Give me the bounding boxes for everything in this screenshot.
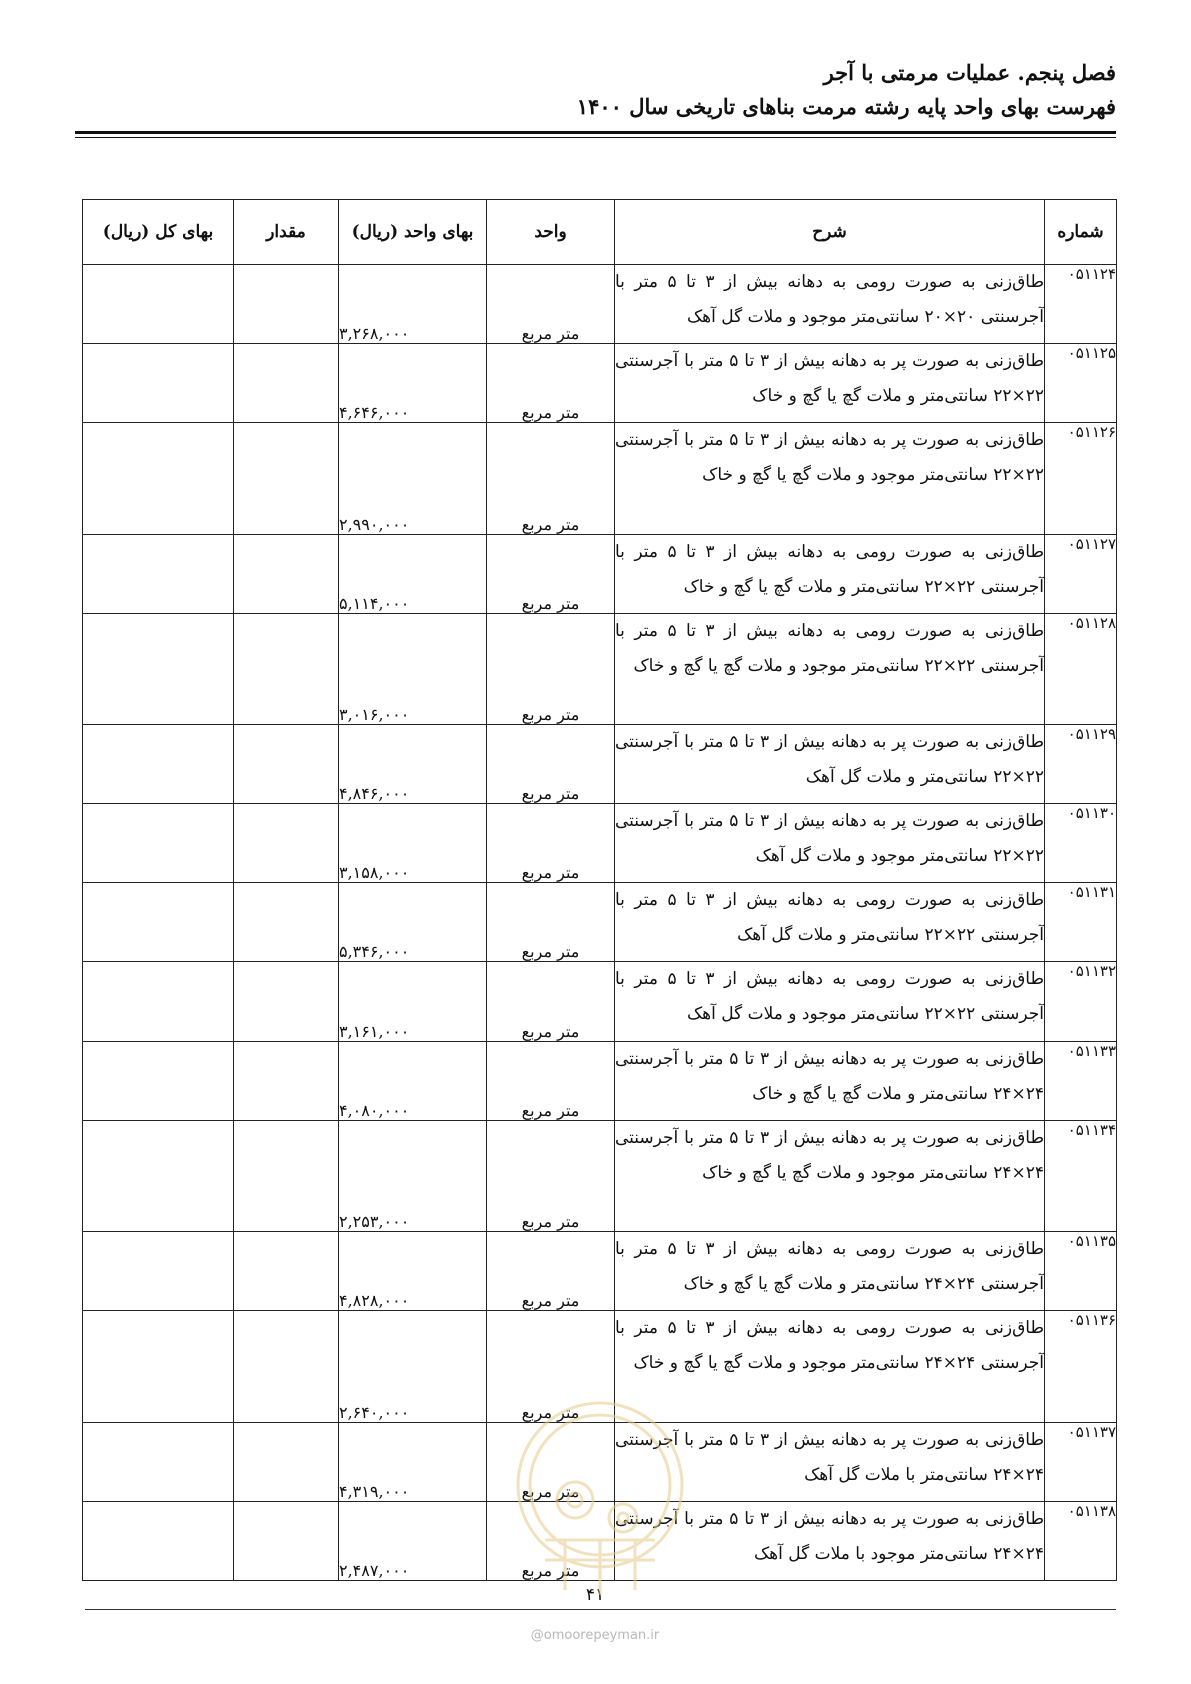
item-total-price [83, 804, 234, 883]
item-unit: متر مربع [487, 423, 615, 535]
item-quantity [234, 804, 339, 883]
header-rule-thin [75, 137, 1116, 138]
item-unit: متر مربع [487, 725, 615, 804]
item-quantity [234, 1311, 339, 1423]
item-unit-price: ۴,۸۲۸,۰۰۰ [339, 1232, 487, 1311]
item-code: ۰۵۱۱۳۶ [1045, 1311, 1117, 1423]
header-rule-thick [75, 131, 1116, 134]
item-code: ۰۵۱۱۲۴ [1045, 265, 1117, 344]
table-header-row [83, 200, 1117, 265]
item-unit-price: ۵,۱۱۴,۰۰۰ [339, 534, 487, 613]
item-unit-price: ۳,۱۶۱,۰۰۰ [339, 962, 487, 1041]
item-description: طاق‌زنی به صورت پر به دهانه بیش از ۳ تا ۵ متر با آجرسنتی ۲۴×۲۴ سانتی‌متر موجود با ملات گل آهک [615, 1501, 1045, 1580]
item-unit: متر مربع [487, 1120, 615, 1232]
table-body [83, 265, 1117, 1581]
item-description: طاق‌زنی به صورت رومی به دهانه بیش از ۳ تا ۵ متر با آجرسنتی ۲۲×۲۲ سانتی‌متر موجود و ملات گچ یا گچ و خاک [615, 613, 1045, 725]
chapter-title: فصل پنجم. عملیات مرمتی با آجر [823, 60, 1116, 85]
item-unit-price: ۳,۰۱۶,۰۰۰ [339, 613, 487, 725]
item-quantity [234, 1232, 339, 1311]
item-total-price [83, 1041, 234, 1120]
table-row [83, 534, 1117, 613]
item-unit: متر مربع [487, 1422, 615, 1501]
item-unit-price: ۲,۲۵۳,۰۰۰ [339, 1120, 487, 1232]
item-unit-price: ۵,۳۴۶,۰۰۰ [339, 883, 487, 962]
item-unit: متر مربع [487, 344, 615, 423]
table-row [83, 423, 1117, 535]
item-unit-price: ۴,۳۱۹,۰۰۰ [339, 1422, 487, 1501]
item-total-price [83, 265, 234, 344]
item-code: ۰۵۱۱۲۸ [1045, 613, 1117, 725]
table-row [83, 613, 1117, 725]
item-description: طاق‌زنی به صورت پر به دهانه بیش از ۳ تا ۵ متر با آجرسنتی ۲۲×۲۲ سانتی‌متر و ملات گل آهک [615, 725, 1045, 804]
item-description: طاق‌زنی به صورت رومی به دهانه بیش از ۳ تا ۵ متر با آجرسنتی ۲۲×۲۲ سانتی‌متر و ملات گچ یا گچ و خاک [615, 534, 1045, 613]
item-code: ۰۵۱۱۳۱ [1045, 883, 1117, 962]
item-unit: متر مربع [487, 613, 615, 725]
item-unit: متر مربع [487, 265, 615, 344]
item-total-price [83, 1422, 234, 1501]
header-unit-price: بهای واحد (ریال) [339, 200, 487, 265]
item-unit: متر مربع [487, 1501, 615, 1580]
table-row [83, 804, 1117, 883]
item-description: طاق‌زنی به صورت پر به دهانه بیش از ۳ تا ۵ متر با آجرسنتی ۲۴×۲۴ سانتی‌متر با ملات گل آهک [615, 1422, 1045, 1501]
item-code: ۰۵۱۱۲۵ [1045, 344, 1117, 423]
item-total-price [83, 613, 234, 725]
item-quantity [234, 534, 339, 613]
item-quantity [234, 883, 339, 962]
item-unit: متر مربع [487, 1232, 615, 1311]
item-unit-price: ۳,۱۵۸,۰۰۰ [339, 804, 487, 883]
item-quantity [234, 423, 339, 535]
item-unit: متر مربع [487, 962, 615, 1041]
item-description: طاق‌زنی به صورت رومی به دهانه بیش از ۳ تا ۵ متر با آجرسنتی ۲۰×۲۰ سانتی‌متر موجود و ملات گل آهک [615, 265, 1045, 344]
header-total-price: بهای کل (ریال) [83, 200, 234, 265]
item-description: طاق‌زنی به صورت رومی به دهانه بیش از ۳ تا ۵ متر با آجرسنتی ۲۲×۲۲ سانتی‌متر و ملات گل آهک [615, 883, 1045, 962]
watermark-website: @omoorepeyman.ir [530, 1628, 660, 1643]
item-unit-price: ۴,۰۸۰,۰۰۰ [339, 1041, 487, 1120]
item-quantity [234, 1422, 339, 1501]
table-row [83, 1120, 1117, 1232]
item-total-price [83, 1311, 234, 1423]
table-row [83, 962, 1117, 1041]
header-code: شماره [1045, 200, 1117, 265]
item-code: ۰۵۱۱۳۲ [1045, 962, 1117, 1041]
item-code: ۰۵۱۱۳۰ [1045, 804, 1117, 883]
table-row [83, 1501, 1117, 1580]
item-total-price [83, 1232, 234, 1311]
item-description: طاق‌زنی به صورت پر به دهانه بیش از ۳ تا ۵ متر با آجرسنتی ۲۴×۲۴ سانتی‌متر و ملات گچ یا گچ و خاک [615, 1041, 1045, 1120]
table-row [83, 1311, 1117, 1423]
item-description: طاق‌زنی به صورت پر به دهانه بیش از ۳ تا ۵ متر با آجرسنتی ۲۴×۲۴ سانتی‌متر موجود و ملات گچ یا گچ و خاک [615, 1120, 1045, 1232]
table-row [83, 1232, 1117, 1311]
item-code: ۰۵۱۱۳۸ [1045, 1501, 1117, 1580]
document-subtitle: فهرست بهای واحد پایه رشته مرمت بناهای تاریخی سال ۱۴۰۰ [576, 94, 1116, 119]
item-description: طاق‌زنی به صورت رومی به دهانه بیش از ۳ تا ۵ متر با آجرسنتی ۲۴×۲۴ سانتی‌متر و ملات گچ یا گچ و خاک [615, 1232, 1045, 1311]
table-row [83, 265, 1117, 344]
price-table [82, 199, 1117, 1581]
item-unit-price: ۳,۲۶۸,۰۰۰ [339, 265, 487, 344]
item-quantity [234, 1120, 339, 1232]
item-code: ۰۵۱۱۳۵ [1045, 1232, 1117, 1311]
header-description: شرح [615, 200, 1045, 265]
item-unit-price: ۲,۶۴۰,۰۰۰ [339, 1311, 487, 1423]
page-header [577, 58, 1116, 122]
item-quantity [234, 265, 339, 344]
item-total-price [83, 1120, 234, 1232]
item-unit: متر مربع [487, 883, 615, 962]
table-row [83, 1422, 1117, 1501]
item-unit-price: ۴,۸۴۶,۰۰۰ [339, 725, 487, 804]
table-row [83, 344, 1117, 423]
item-total-price [83, 423, 234, 535]
item-description: طاق‌زنی به صورت رومی به دهانه بیش از ۳ تا ۵ متر با آجرسنتی ۲۲×۲۲ سانتی‌متر موجود و ملات گل آهک [615, 962, 1045, 1041]
item-code: ۰۵۱۱۲۷ [1045, 534, 1117, 613]
item-unit: متر مربع [487, 804, 615, 883]
footer-rule [85, 1609, 1116, 1610]
item-total-price [83, 1501, 234, 1580]
item-quantity [234, 962, 339, 1041]
item-quantity [234, 1041, 339, 1120]
item-unit: متر مربع [487, 1311, 615, 1423]
header-unit: واحد [487, 200, 615, 265]
item-quantity [234, 613, 339, 725]
item-code: ۰۵۱۱۳۴ [1045, 1120, 1117, 1232]
item-code: ۰۵۱۱۲۹ [1045, 725, 1117, 804]
header-quantity: مقدار [234, 200, 339, 265]
item-quantity [234, 725, 339, 804]
page-number: ۴۱ [585, 1585, 605, 1605]
table-row [83, 883, 1117, 962]
item-description: طاق‌زنی به صورت پر به دهانه بیش از ۳ تا ۵ متر با آجرسنتی ۲۲×۲۲ سانتی‌متر موجود و ملات گچ یا گچ و خاک [615, 423, 1045, 535]
item-total-price [83, 344, 234, 423]
item-description: طاق‌زنی به صورت پر به دهانه بیش از ۳ تا ۵ متر با آجرسنتی ۲۲×۲۲ سانتی‌متر موجود و ملات گل آهک [615, 804, 1045, 883]
item-quantity [234, 344, 339, 423]
table-row [83, 725, 1117, 804]
item-code: ۰۵۱۱۲۶ [1045, 423, 1117, 535]
item-code: ۰۵۱۱۳۳ [1045, 1041, 1117, 1120]
item-code: ۰۵۱۱۳۷ [1045, 1422, 1117, 1501]
table-row [83, 1041, 1117, 1120]
item-total-price [83, 725, 234, 804]
item-unit: متر مربع [487, 534, 615, 613]
item-unit-price: ۴,۶۴۶,۰۰۰ [339, 344, 487, 423]
item-description: طاق‌زنی به صورت رومی به دهانه بیش از ۳ تا ۵ متر با آجرسنتی ۲۴×۲۴ سانتی‌متر موجود و ملات گچ یا گچ و خاک [615, 1311, 1045, 1423]
item-description: طاق‌زنی به صورت پر به دهانه بیش از ۳ تا ۵ متر با آجرسنتی ۲۲×۲۲ سانتی‌متر و ملات گچ یا گچ و خاک [615, 344, 1045, 423]
item-total-price [83, 883, 234, 962]
item-total-price [83, 534, 234, 613]
item-quantity [234, 1501, 339, 1580]
item-unit-price: ۲,۹۹۰,۰۰۰ [339, 423, 487, 535]
item-unit: متر مربع [487, 1041, 615, 1120]
item-total-price [83, 962, 234, 1041]
item-unit-price: ۲,۴۸۷,۰۰۰ [339, 1501, 487, 1580]
